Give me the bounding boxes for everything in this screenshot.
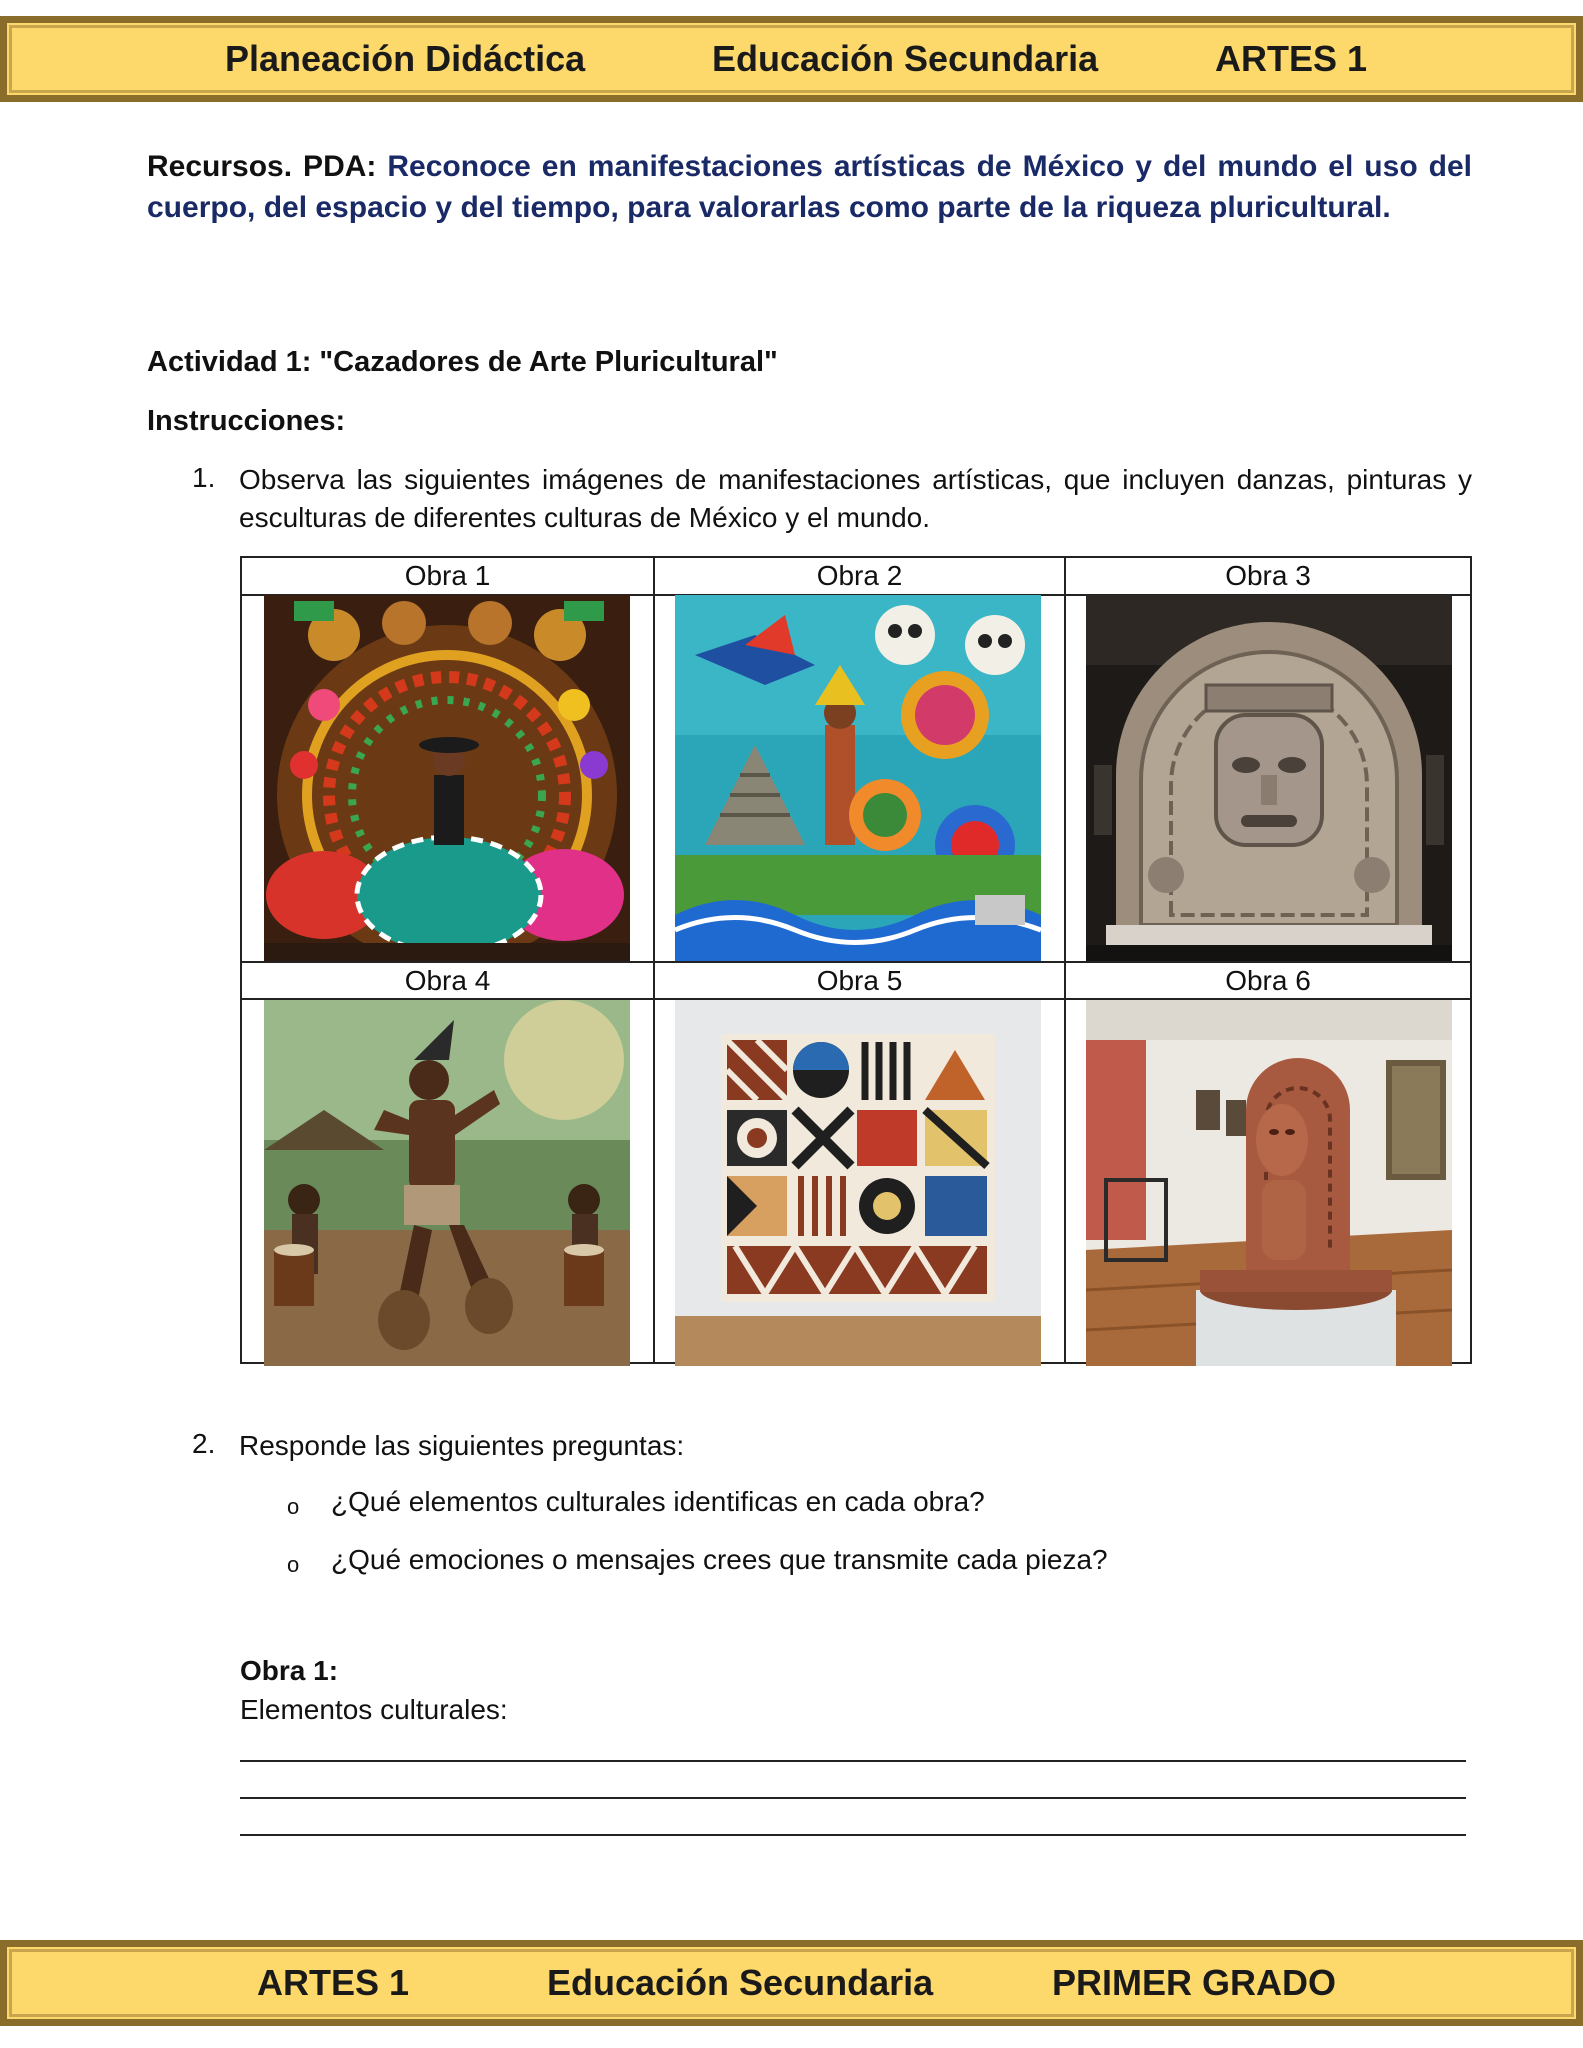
question-item: ¿Qué emociones o mensajes crees que transmite cada pieza?	[331, 1544, 1108, 1575]
question-item: ¿Qué elementos culturales identificas en cada obra?	[331, 1486, 985, 1517]
mural-image	[675, 595, 1041, 961]
tribal-dance-image	[264, 1000, 630, 1366]
instructions-label: Instrucciones:	[147, 405, 346, 437]
artwork-title: Obra 2	[816, 560, 903, 591]
step2-text: Responde las siguientes preguntas:	[239, 1430, 685, 1461]
footer-banner	[0, 1940, 1583, 2026]
artworks-table	[240, 556, 1472, 1364]
header-right: ARTES 1	[1215, 38, 1368, 79]
folk-dance-image	[264, 595, 630, 961]
artwork-cell-1	[242, 558, 653, 961]
geometric-painting-image	[675, 1000, 1041, 1366]
pda-label: Recursos. PDA:	[147, 150, 377, 183]
answer-title: Obra 1:	[240, 1655, 339, 1686]
answer-label: Elementos culturales:	[240, 1694, 508, 1725]
artwork-title: Obra 1	[404, 560, 491, 591]
stone-sculpture-image	[1086, 595, 1452, 961]
bullet-marker: o	[287, 1552, 300, 1577]
artwork-cell-2	[655, 558, 1064, 961]
bullet-marker: o	[287, 1494, 300, 1519]
header-center: Educación Secundaria	[712, 38, 1099, 79]
artwork-cell-6	[1066, 963, 1470, 1362]
artwork-title: Obra 3	[1225, 560, 1311, 591]
carved-sculpture-image	[1086, 1000, 1452, 1366]
answer-line[interactable]	[240, 1834, 1466, 1836]
step1-number: 1.	[192, 462, 216, 493]
pda-text: Reconoce en manifestaciones artísticas de México y del mundo el uso del cuerpo, del espacio y del tiempo, para valorarlas como parte de la riqueza pluricultural.	[147, 150, 1472, 224]
artwork-title: Obra 4	[404, 965, 491, 996]
answer-line[interactable]	[240, 1797, 1466, 1799]
answer-line[interactable]	[240, 1760, 1466, 1762]
artwork-cell-3	[1066, 558, 1470, 961]
step1-text: Observa las siguientes imágenes de manifestaciones artísticas, que incluyen danzas, pinturas y esculturas de diferentes culturas de México y el mundo.	[239, 464, 1472, 533]
footer-right: PRIMER GRADO	[1052, 1962, 1337, 2003]
header-banner	[0, 16, 1583, 102]
artwork-cell-5	[655, 963, 1064, 1362]
pda-paragraph	[147, 146, 1472, 228]
artwork-title: Obra 5	[816, 965, 903, 996]
step2-number: 2.	[192, 1428, 216, 1459]
footer-center: Educación Secundaria	[547, 1962, 934, 2003]
artwork-cell-4	[242, 963, 653, 1362]
activity-title: Actividad 1: "Cazadores de Arte Pluricultural"	[147, 346, 778, 378]
header-left: Planeación Didáctica	[225, 38, 586, 79]
footer-left: ARTES 1	[257, 1962, 410, 2003]
artwork-title: Obra 6	[1225, 965, 1311, 996]
